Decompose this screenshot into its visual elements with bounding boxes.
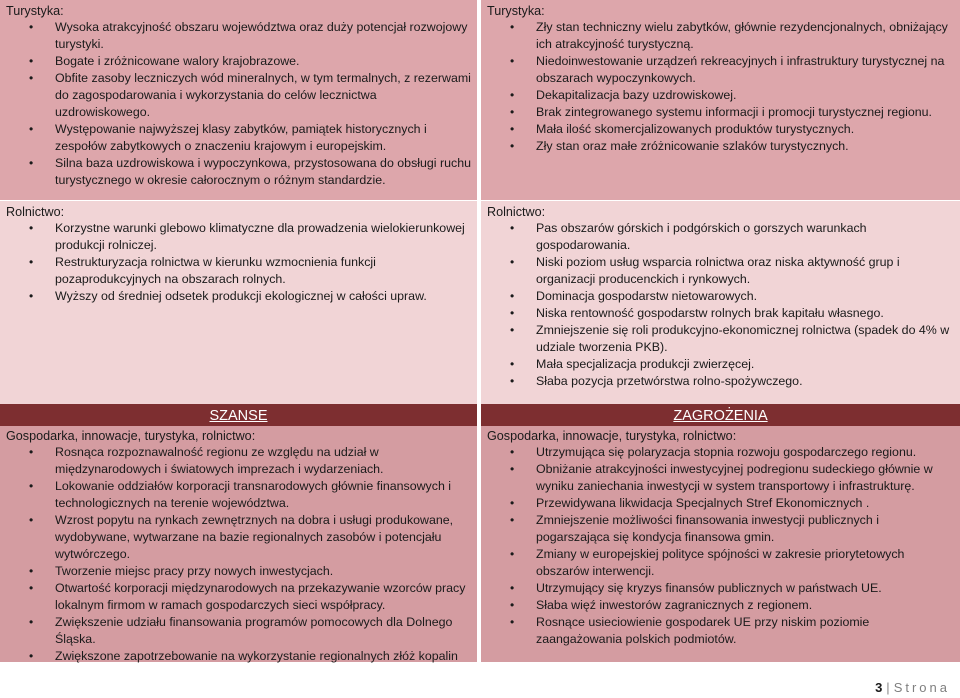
list-item-text: Zły stan techniczny wielu zabytków, głównie rezydencjonalnych, obniżający ich atrakcyjność turystyczną. [536,20,948,51]
bullet-icon: • [510,88,515,102]
list-item [6,478,471,512]
bullet-icon: • [29,615,34,629]
list-item-text: Brak zintegrowanego systemu informacji i promocji turystycznej regionu. [536,105,932,119]
list-item-text: Silna baza uzdrowiskowa i wypoczynkowa, przystosowana do obsługi ruchu turystycznego w okresie całorocznym o różnym standardzie. [55,156,471,187]
bullet-icon: • [29,479,34,493]
bullet-icon: • [510,54,515,68]
bullet-icon: • [510,581,515,595]
list-item [6,444,471,478]
list-item-text: Zły stan oraz małe zróżnicowanie szlaków turystycznych. [536,139,849,153]
page-number: 3 [875,680,883,695]
list-item [487,305,954,322]
list-item [6,70,471,121]
bullet-icon: • [29,122,34,136]
list-item-text: Pas obszarów górskich i podgórskich o gorszych warunkach gospodarowania. [536,221,867,252]
list-item [487,597,954,614]
bullet-icon: • [29,445,34,459]
list-item-text: Wzrost popytu na rynkach zewnętrznych na dobra i usługi produkowane, wydobywane, wytwarzane na bazie regionalnych zasobów i potencjału wytwórczego. [55,513,454,561]
threats-list [487,444,954,648]
list-item [6,563,471,580]
list-item [487,121,954,138]
list-item [487,104,954,121]
section-label: Turystyka: [6,4,64,18]
list-item-text: Lokowanie oddziałów korporacji transnarodowych głównie finansowych i technologicznych na terenie województwa. [55,479,452,510]
bullet-icon: • [29,564,34,578]
bullet-icon: • [29,649,34,663]
weaknesses-tourism-cell [481,0,960,200]
bullet-icon: • [510,105,515,119]
list-item [6,121,471,155]
list-item [487,356,954,373]
page-footer [875,679,950,697]
list-item-text: Słaba pozycja przetwórstwa rolno-spożywczego. [536,374,803,388]
threats-header: ZAGROŻENIA [481,404,960,426]
bullet-icon: • [510,547,515,561]
footer-separator: | [886,680,890,695]
section-label: Rolnictwo: [487,205,546,219]
list-item [487,461,954,495]
bullet-icon: • [29,54,34,68]
list-item-text: Słaba więź inwestorów zagranicznych z regionem. [536,598,813,612]
section-label: Gospodarka, innowacje, turystyka, rolnictwo: [487,429,737,443]
page-word: Strona [893,680,950,695]
bullet-icon: • [510,20,515,34]
list-item [487,373,954,390]
bullet-icon: • [510,598,515,612]
list-item-text: Tworzenie miejsc pracy przy nowych inwestycjach. [55,564,334,578]
bullet-icon: • [29,289,34,303]
section-label: Turystyka: [487,4,545,18]
list-item-text: Mała ilość skomercjalizowanych produktów turystycznych. [536,122,855,136]
weaknesses-agriculture-list [487,220,954,390]
opportunities-header: SZANSE [0,404,477,426]
bullet-icon: • [510,374,515,388]
list-item [487,614,954,648]
strengths-tourism-cell [0,0,477,200]
strengths-tourism-list [6,19,471,189]
list-item-text: Niedoinwestowanie urządzeń rekreacyjnych i infrastruktury turystycznej na obszarach wypoczynkowych. [536,54,945,85]
list-item [6,614,471,648]
list-item-text: Niska rentowność gospodarstw rolnych brak kapitału własnego. [536,306,884,320]
bullet-icon: • [510,306,515,320]
strengths-agriculture-cell [0,201,477,404]
threats-cell [481,406,960,662]
weaknesses-tourism-list [487,19,954,155]
section-label: Gospodarka, innowacje, turystyka, rolnictwo: [6,429,256,443]
list-item-text: Zmiany w europejskiej polityce spójności w zakresie priorytetowych obszarów interwencji. [536,547,905,578]
list-item-text: Rosnąca rozpoznawalność regionu ze względu na udział w międzynarodowych i światowych imprezach i wydarzeniach. [55,445,384,476]
bullet-icon: • [510,357,515,371]
list-item-text: Utrzymująca się polaryzacja stopnia rozwoju gospodarczego regionu. [536,445,917,459]
list-item-text: Dominacja gospodarstw nietowarowych. [536,289,758,303]
bullet-icon: • [29,20,34,34]
list-item-text: Zwiększenie udziału finansowania programów pomocowych dla Dolnego Śląska. [55,615,453,646]
list-item-text: Rosnące usieciowienie gospodarek UE przy niskim poziomie zaangażowania polskich podmiotów. [536,615,870,646]
bullet-icon: • [510,462,515,476]
list-item [487,138,954,155]
list-item [487,495,954,512]
list-item-text: Mała specjalizacja produkcji zwierzęcej. [536,357,755,371]
list-item-text: Utrzymujący się kryzys finansów publicznych w państwach UE. [536,581,882,595]
strengths-agriculture-list [6,220,471,305]
bullet-icon: • [29,156,34,170]
list-item [487,19,954,53]
bullet-icon: • [29,581,34,595]
list-item-text: Niski poziom usług wsparcia rolnictwa oraz niska aktywność grup i organizacji producenckich i rynkowych. [536,255,900,286]
list-item [487,53,954,87]
bullet-icon: • [510,289,515,303]
list-item [487,87,954,104]
opportunities-cell [0,406,477,662]
list-item-text: Wyższy od średniej odsetek produkcji ekologicznej w całości upraw. [55,289,427,303]
bullet-icon: • [29,71,34,85]
list-item-text: Otwartość korporacji międzynarodowych na przekazywanie wzorców pracy lokalnym firmom w ramach gospodarczych sieci współpracy. [55,581,466,612]
bullet-icon: • [510,496,515,510]
list-item-text: Występowanie najwyższej klasy zabytków, pamiątek historycznych i zespołów zabytkowych o znaczeniu krajowym i europejskim. [55,122,427,153]
bullet-icon: • [510,323,515,337]
bullet-icon: • [510,139,515,153]
list-item-text: Dekapitalizacja bazy uzdrowiskowej. [536,88,737,102]
list-item [6,220,471,254]
bullet-icon: • [510,122,515,136]
list-item [6,512,471,563]
list-item [6,53,471,70]
section-label: Rolnictwo: [6,205,65,219]
list-item [487,444,954,461]
list-item-text: Bogate i zróżnicowane walory krajobrazowe. [55,54,300,68]
list-item [6,155,471,189]
bullet-icon: • [510,615,515,629]
list-item [487,288,954,305]
bullet-icon: • [510,221,515,235]
bullet-icon: • [510,445,515,459]
bullet-icon: • [29,255,34,269]
bullet-icon: • [29,221,34,235]
list-item [6,288,471,305]
bullet-icon: • [29,513,34,527]
list-item-text: Korzystne warunki glebowo klimatyczne dla prowadzenia wielokierunkowej produkcji rolniczej. [55,221,465,252]
list-item-text: Obniżanie atrakcyjności inwestycyjnej podregionu sudeckiego głównie w wyniku zaniechania inwestycji w system transportowy i infrastrukturę. [536,462,933,493]
list-item [487,580,954,597]
list-item [487,512,954,546]
opportunities-list [6,444,471,665]
list-item-text: Restrukturyzacja rolnictwa w kierunku wzmocnienia funkcji pozaprodukcyjnych na obszarach rolnych. [55,255,376,286]
list-item-text: Zwiększone zapotrzebowanie na wykorzystanie regionalnych złóż kopalin [55,649,458,663]
bullet-icon: • [510,255,515,269]
list-item [487,546,954,580]
bullet-icon: • [510,513,515,527]
list-item-text: Wysoka atrakcyjność obszaru województwa oraz duży potencjał rozwojowy turystyki. [55,20,468,51]
list-item [487,322,954,356]
list-item-text: Przewidywana likwidacja Specjalnych Stref Ekonomicznych . [536,496,870,510]
list-item-text: Zmniejszenie możliwości finansowania inwestycji publicznych i pogarszająca się kondycja finansowa gmin. [536,513,879,544]
list-item [6,580,471,614]
list-item [6,648,471,665]
list-item-text: Obfite zasoby leczniczych wód mineralnych, w tym termalnych, z rezerwami do zagospodarowania i wykorzystania do celów lecznictwa uzdrowiskowego. [55,71,471,119]
weaknesses-agriculture-cell [481,201,960,404]
list-item [6,19,471,53]
list-item [6,254,471,288]
list-item [487,254,954,288]
list-item [487,220,954,254]
list-item-text: Zmniejszenie się roli produkcyjno-ekonomicznej rolnictwa (spadek do 4% w udziale tworzenia PKB). [536,323,950,354]
